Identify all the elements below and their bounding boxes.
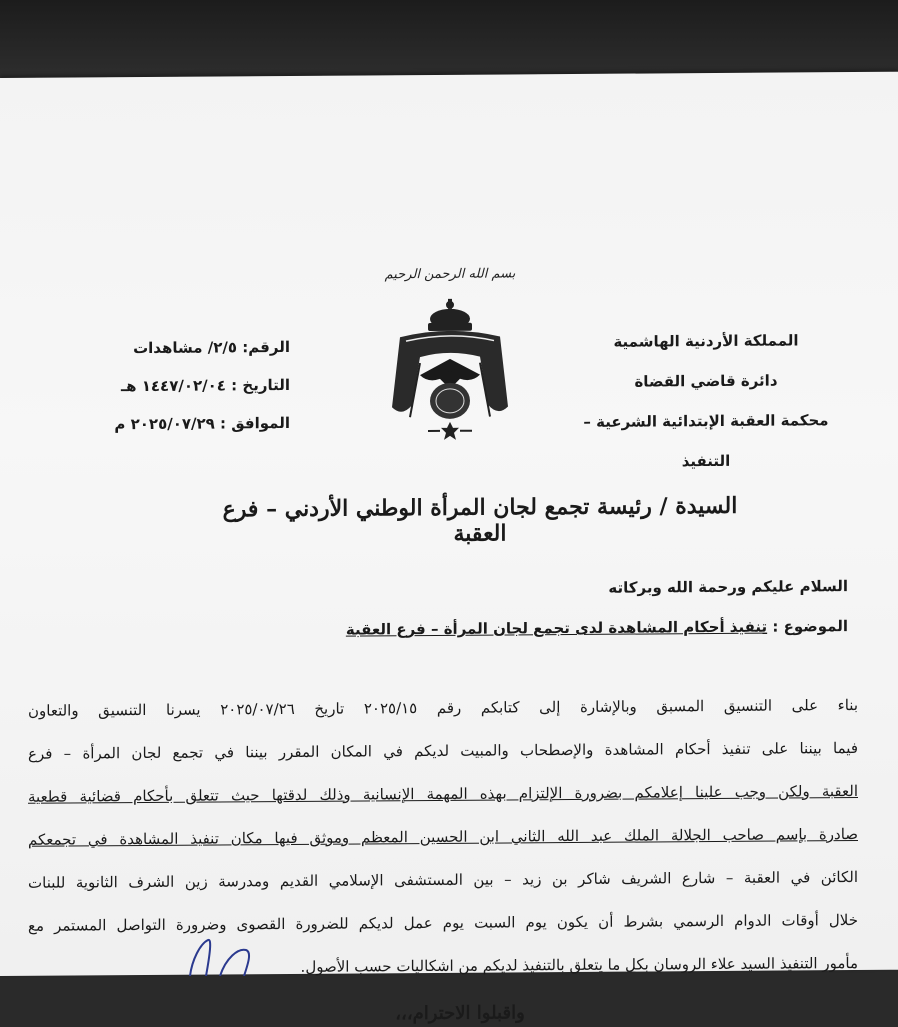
body-line: بناء على التنسيق المسبق وبالإشارة إلى كتابكم رقم ٢٠٢٥/١٥ تاريخ ٢٠٢٥/٠٧/٢٦ يسرنا التنسيق والتعاون xyxy=(28,696,858,720)
issuer-court: محكمة العقبة الإبتدائية الشرعية – التنفيذ xyxy=(583,411,829,471)
gregorian-date-row xyxy=(30,404,290,444)
issuer-header xyxy=(566,320,846,471)
subject-label: الموضوع : xyxy=(772,617,848,636)
hijri-date-value: ١٤٤٧/٠٢/٠٤ هـ xyxy=(120,376,226,396)
subject-line xyxy=(346,617,848,639)
basmala: بسم الله الرحمن الرحيم xyxy=(384,266,516,283)
reference-number-value: ٢/٥/ مشاهدات xyxy=(133,338,238,358)
handwritten-signature xyxy=(150,930,310,976)
reference-number-label: الرقم: xyxy=(242,337,290,357)
background-dark-surface xyxy=(0,0,898,80)
body-line: خلال أوقات الدوام الرسمي بشرط أن يكون يوم السبت يوم عمل لديكم للضرورة القصوى وضرورة التواصل المستمر مع xyxy=(28,911,858,935)
body-line: مأمور التنفيذ السيد علاء الروسان بكل ما يتعلق بالتنفيذ لديكم من اشكاليات حسب الأصول. xyxy=(300,954,858,976)
body-line: صادرة بإسم صاحب الجلالة الملك عبد الله الثاني ابن الحسين المعظم وموثق فيها مكان تنفيذ المشاهدة في تجمعكم xyxy=(28,825,858,849)
coat-of-arms-emblem xyxy=(380,296,520,447)
closing-line: واقبلوا الاحترام،،، xyxy=(395,1002,525,1025)
hijri-date-row xyxy=(30,366,290,406)
addressee-line: السيدة / رئيسة تجمع لجان المرأة الوطني الأردني – فرع العقبة xyxy=(222,492,738,547)
letter-page xyxy=(0,72,898,1025)
body-line: فيما بيننا على تنفيذ أحكام المشاهدة والإصطحاب والمبيت لديكم في المكان المقرر بيننا في تجمع لجان المرأة – فرع xyxy=(28,739,858,763)
gregorian-date-label: الموافق : xyxy=(220,413,290,433)
reference-number-row xyxy=(30,328,290,368)
issuer-department: دائرة قاضي القضاة xyxy=(634,371,778,391)
gregorian-date-value: ٢٠٢٥/٠٧/٢٩ م xyxy=(114,414,215,434)
greeting-line: السلام عليكم ورحمة الله وبركاته xyxy=(608,577,848,597)
issuer-kingdom: المملكة الأردنية الهاشمية xyxy=(613,331,799,351)
subject-value: تنفيذ أحكام المشاهدة لدى تجمع لجان المرأة – فرع العقبة xyxy=(345,617,768,639)
body-line: الكائن في العقبة – شارع الشريف شاكر بن زيد – بين المستشفى الإسلامي القديم ومدرسة زين الشرف الثانوية للبنات xyxy=(28,868,858,892)
reference-block xyxy=(30,328,290,444)
body-line: العقبة ولكن وجب علينا إعلامكم بضرورة الإلتزام بهذه المهمة الإنسانية وذلك لدقتها حيث تتعلق بأحكام قضائية قطعية xyxy=(28,782,858,806)
hijri-date-label: التاريخ : xyxy=(231,375,290,395)
